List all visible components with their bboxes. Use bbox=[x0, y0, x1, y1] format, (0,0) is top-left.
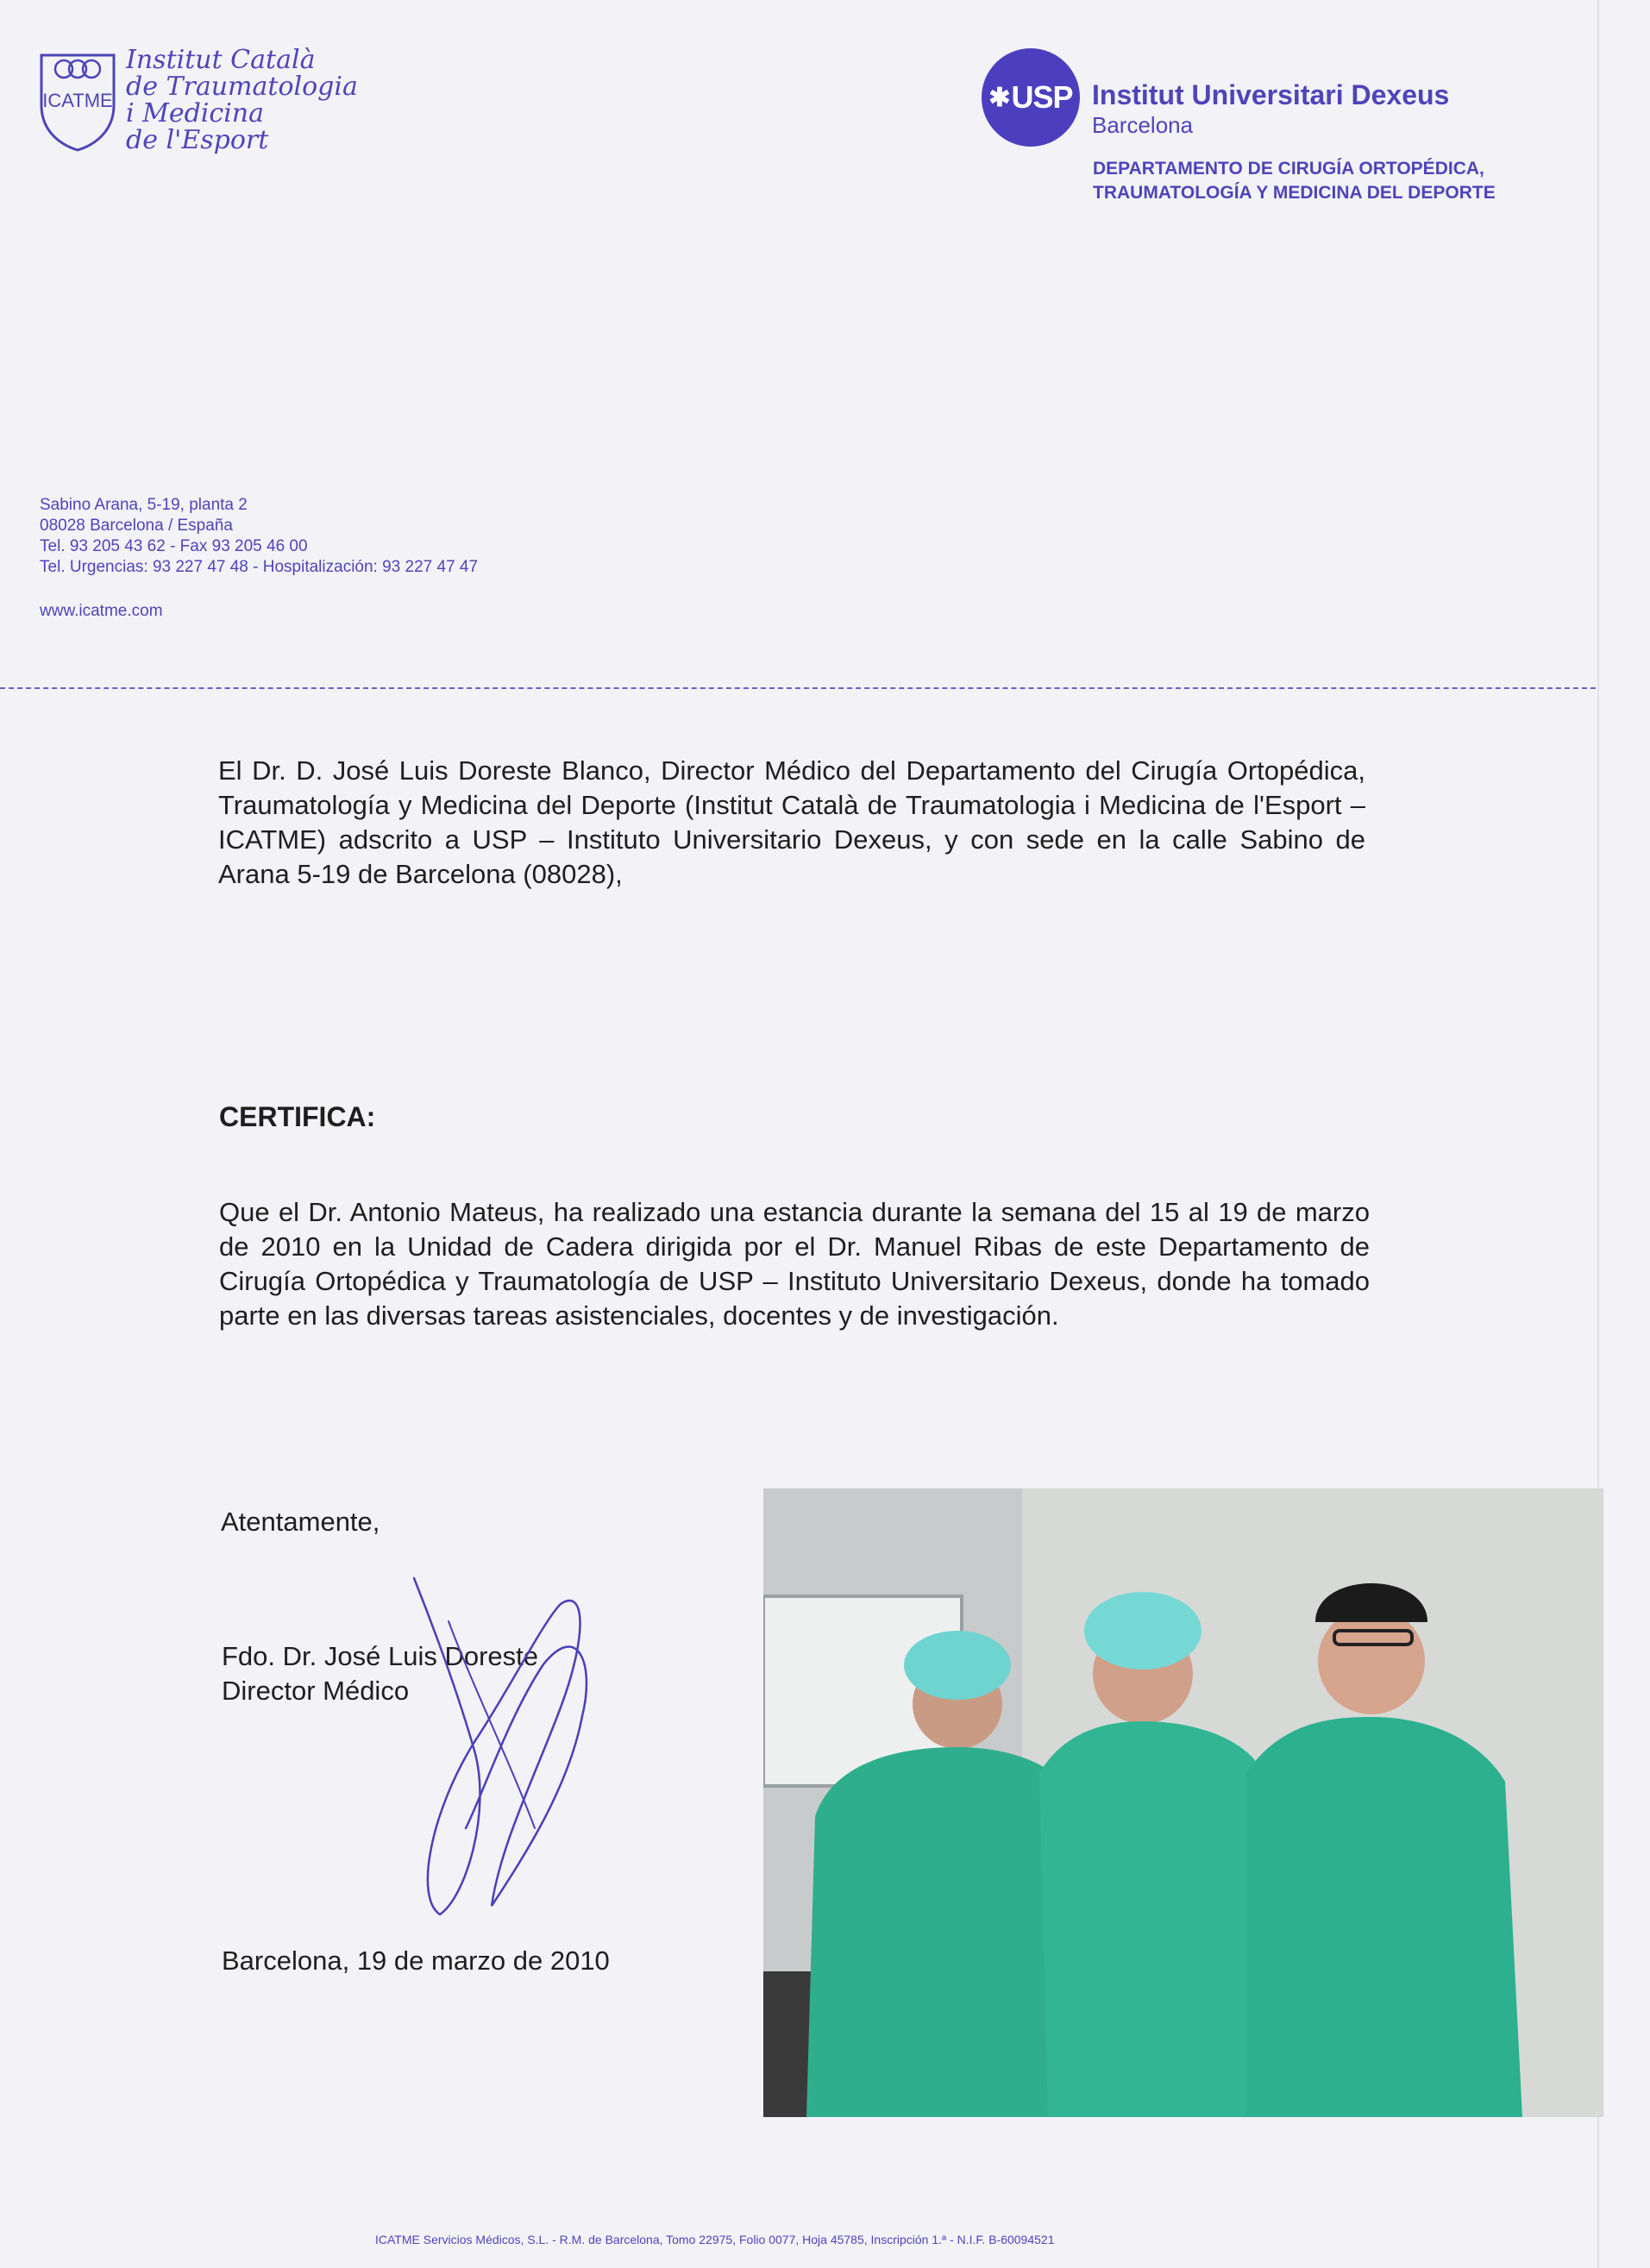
usp-logo bbox=[982, 48, 1080, 147]
website-link[interactable]: www.icatme.com bbox=[40, 602, 163, 620]
certification-paragraph: Que el Dr. Antonio Mateus, ha realizado una estancia durante la semana del 15 al 19 de marzo de 2010 en la Unidad de Cadera dirigida por el Dr. Manuel Ribas de este Departamento de Cirugía Ortopédica y Traumatología de USP – Instituto Universitario Dexeus, donde ha tomado parte en las diversas tareas asistenciales, docentes y de investigación. bbox=[219, 1197, 1370, 1331]
signer-name: Fdo. Dr. José Luis Doreste bbox=[222, 1641, 538, 1671]
intro-paragraph: El Dr. D. José Luis Doreste Blanco, Director Médico del Departamento del Cirugía Ortopédica, Traumatología y Medicina del Deporte (Institut Català de Traumatologia i Medicina de l'Esport – ICATME) adscrito a USP – Instituto Universitario Dexeus, y con sede en la calle Sabino de Arana 5-19 de Barcelona (08028), bbox=[218, 755, 1365, 889]
icatme-name-line: i Medicina bbox=[126, 98, 265, 128]
usp-institute-title: Institut Universitari Dexeus bbox=[1092, 79, 1450, 110]
footer-legal-info: ICATME Servicios Médicos, S.L. - R.M. de Barcelona, Tomo 22975, Folio 0077, Hoja 45785, Inscripción 1.ª - N.I.F. B-60094521 bbox=[375, 2233, 1055, 2246]
department-line: TRAUMATOLOGÍA Y MEDICINA DEL DEPORTE bbox=[1093, 183, 1496, 203]
icatme-logo-text: ICATME bbox=[42, 90, 113, 111]
usp-logo-text: USP bbox=[1011, 79, 1073, 115]
address-block bbox=[40, 495, 478, 578]
closing-salutation: Atentamente, bbox=[221, 1507, 380, 1537]
address-line: 08028 Barcelona / España bbox=[40, 517, 233, 535]
department-name bbox=[1093, 157, 1496, 205]
usp-city: Barcelona bbox=[1092, 112, 1194, 138]
address-line: Sabino Arana, 5-19, planta 2 bbox=[40, 496, 248, 514]
signer-title: Director Médico bbox=[222, 1676, 410, 1706]
address-line: Tel. Urgencias: 93 227 47 48 - Hospitalización: 93 227 47 47 bbox=[40, 558, 479, 576]
address-line: Tel. 93 205 43 62 - Fax 93 205 46 00 bbox=[40, 537, 308, 555]
certifica-heading: CERTIFICA: bbox=[219, 1101, 376, 1132]
department-line: DEPARTAMENTO DE CIRUGÍA ORTOPÉDICA, bbox=[1093, 159, 1484, 179]
icatme-institute-name bbox=[126, 47, 358, 153]
star-icon: ✱ bbox=[988, 83, 1010, 112]
surgeons-photo bbox=[763, 1488, 1603, 2117]
handwritten-signature bbox=[397, 1569, 612, 1923]
fold-line-divider bbox=[0, 687, 1596, 689]
icatme-name-line: de l'Esport bbox=[126, 125, 269, 155]
icatme-logo bbox=[38, 52, 117, 153]
icatme-name-line: Institut Català bbox=[126, 45, 316, 75]
icatme-name-line: de Traumatologia bbox=[126, 72, 358, 102]
date-and-place: Barcelona, 19 de marzo de 2010 bbox=[222, 1945, 610, 1976]
